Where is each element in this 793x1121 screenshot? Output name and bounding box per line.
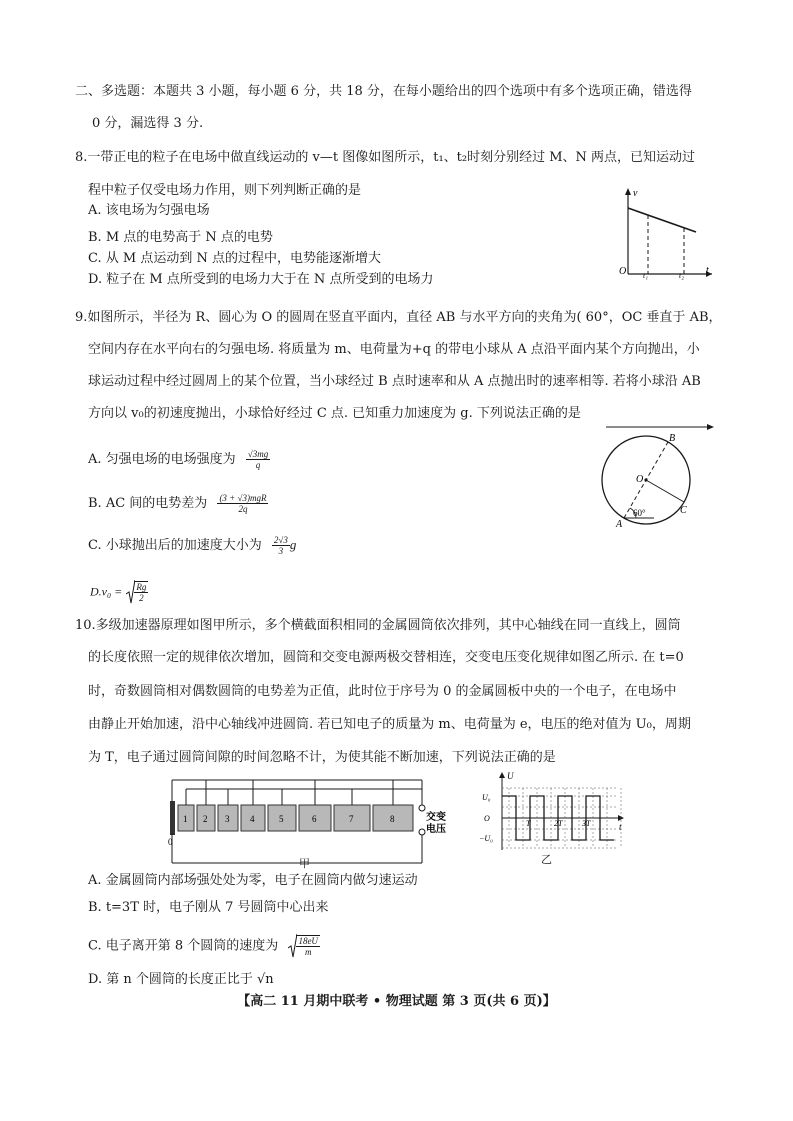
q9-stem-line3: 球运动过程中经过圆周上的某个位置，当小球经过 B 点时速率和从 A 点抛出时的速率相等. 若将小球沿 AB [88,374,701,389]
q9-option-a-text: A. 匀强电场的电场强度为 [88,452,236,467]
tube-label-7: 7 [349,814,354,824]
field-arrow [707,424,714,430]
section-instruction-line2: 0 分，漏选得 3 分. [92,116,204,131]
source-terminal-bottom [419,829,425,835]
q9-option-d-text: D.v₀ = [90,584,123,599]
q10-stem-line3: 时，奇数圆筒相对偶数圆筒的电势差为正值，此时位于序号为 0 的金属圆板中央的一个电子，在电场中 [88,684,677,699]
tube-label-8: 8 [390,814,395,824]
q10-option-c-sqrt: $\frac{18eU}{m}$ [288,933,320,959]
origin-label: O [619,266,627,277]
q8-stem-line1: 8.一带正电的粒子在电场中做直线运动的 v—t 图像如图所示，t₁、t₂时刻分别经过 M、N 两点，已知运动过 [75,150,696,165]
t2-label: t₂ [679,271,685,280]
neg-u0-label: −U₀ [479,834,493,843]
tube-label-4: 4 [250,814,255,824]
t-label: t [706,265,709,276]
page-footer: 【高二 11 月期中联考 • 物理试题 第 3 页(共 6 页)】 [237,994,556,1009]
q9-stem-line2: 空间内存在水平向右的匀强电场. 将质量为 m、电荷量为+q 的带电小球从 A 点沿平面内某个方向抛出，小 [88,342,700,357]
source-label-1: 交变 [426,812,446,823]
label-b: B [669,433,676,444]
q10-option-a: A. 金属圆筒内部场强处处为零，电子在圆筒内做匀速运动 [88,873,418,888]
tube-label-3: 3 [225,814,230,824]
v-label: v [633,188,638,199]
q8-option-c: C. 从 M 点运动到 N 点的过程中，电势能逐渐增大 [88,251,381,266]
tube-label-5: 5 [279,814,284,824]
label-a: A [616,519,623,530]
section-instruction-line1: 二、多选题：本题共 3 小题，每小题 6 分，共 18 分，在每小题给出的四个选项中有多个选项正确，错选得 [75,84,692,99]
plate-zero-label: 0 [168,837,173,847]
t-label: t [619,822,622,832]
tube-label-2: 2 [203,814,208,824]
q9-option-c: C. 小球抛出后的加速度大小为 $\frac{2√3}{3}$ g [88,535,297,556]
u-label: U [507,771,514,781]
q9-option-a-formula: $\frac{√3mg}{q}$ [247,449,269,470]
q9-option-c-text: C. 小球抛出后的加速度大小为 [88,538,262,553]
tubes-group [178,780,413,831]
q10-stem-line4: 由静止开始加速，沿中心轴线冲进圆筒. 若已知电子的质量为 m、电荷量为 e，电压的绝对值为 U₀，周期 [88,717,691,732]
q8-option-a: A. 该电场为匀强电场 [88,203,210,218]
tube-label-1: 1 [183,814,188,824]
figure-jia-caption: 甲 [299,857,310,870]
q8-option-d: D. 粒子在 M 点所受到的电场力大于在 N 点所受到的电场力 [88,272,434,287]
t-mark-1: T [526,819,531,828]
q9-option-c-formula: $\frac{2√3}{3}$ [273,535,288,556]
t-mark-2: 2T [554,819,563,828]
q9-option-b-text: B. AC 间的电势差为 [88,496,208,511]
origin-label: O [484,814,490,823]
q9-circle-figure [596,420,718,532]
q8-vt-graph [612,186,716,282]
source-label-2: 电压 [426,824,446,835]
q10-option-c [88,933,320,959]
q10-option-d: D. 第 n 个圆筒的长度正比于 √n [88,972,274,987]
q9-option-a [88,449,270,470]
angle-label: 60° [633,508,646,518]
source-terminal-top [419,805,425,811]
q9-option-d [90,579,148,605]
t-mark-3: 3T [582,819,591,828]
q10-option-b: B. t=3T 时，电子刚从 7 号圆筒中心出来 [88,900,329,915]
u0-label: U₀ [482,793,491,802]
q8-option-b: B. M 点的电势高于 N 点的电势 [88,230,273,245]
label-c: C [680,505,687,516]
q9-option-b [88,493,268,514]
tube-label-6: 6 [312,814,317,824]
label-o: O [636,474,644,485]
q10-stem-line1: 10.多级加速器原理如图甲所示，多个横截面积相同的金属圆筒依次排列，其中心轴线在同一直线上，圆筒 [75,618,681,633]
figure-yi-caption: 乙 [541,853,552,866]
radius-oc [646,480,684,502]
v-axis-arrow [625,188,631,195]
t1-label: t₁ [643,271,649,280]
q9-option-b-formula: $\frac{\text{(3 + √3)mgR}}{2q}$ [219,493,267,514]
q8-stem-line2: 程中粒子仅受电场力作用，则下列判断正确的是 [88,183,362,198]
q10-voltage-graph [478,770,628,854]
plate-0 [170,801,175,835]
q9-stem-line4: 方向以 v₀的初速度抛出，小球恰好经过 C 点. 已知重力加速度为 g. 下列说法正确的是 [88,406,581,421]
q9-stem-line1: 9.如图所示，半径为 R、圆心为 O 的圆周在竖直平面内，直径 AB 与水平方向的夹角为( 60°，OC 垂直于 AB， [75,310,722,325]
q10-stem-line5: 为 T，电子通过圆筒间隙的时间忽略不计，为使其能不断加速，下列说法正确的是 [88,750,556,765]
q10-option-c-text: C. 电子离开第 8 个圆筒的速度为 [88,938,279,954]
q10-accelerator-figure [164,775,454,867]
q10-stem-line2: 的长度依照一定的规律依次增加，圆筒和交变电源两极交替相连，交变电压变化规律如图乙所示. 在 t=0 [88,650,684,665]
center-dot [644,478,647,481]
q9-option-d-sqrt: $\frac{Rg}{2}$ [126,579,148,605]
vt-line [628,208,696,232]
